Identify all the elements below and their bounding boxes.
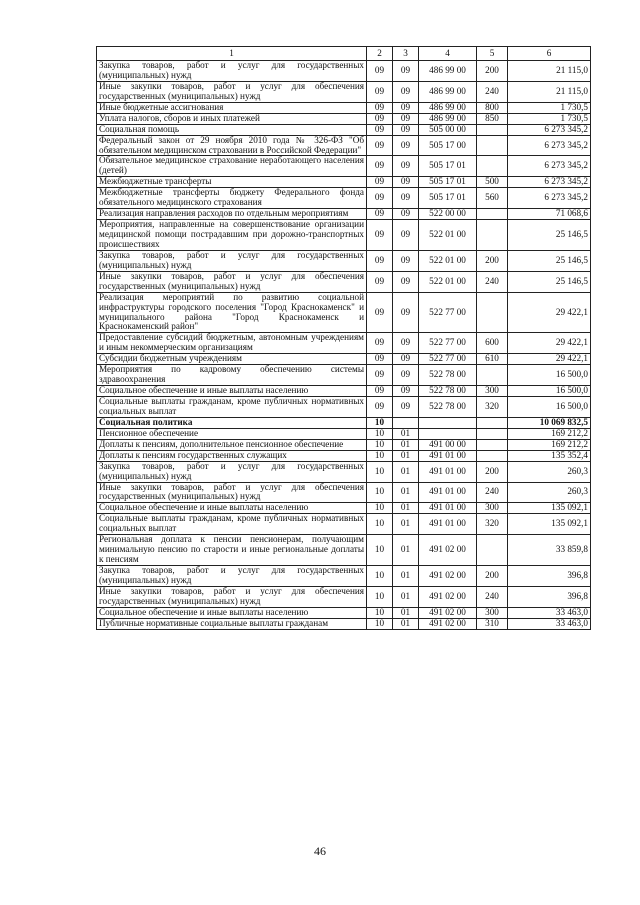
- header-cell-target-article: 4: [419, 47, 477, 61]
- row-section-cell: 09: [367, 113, 393, 124]
- row-amount-cell: 21 115,0: [508, 61, 591, 82]
- row-target-article-cell: 505 00 00: [419, 124, 477, 135]
- row-section-cell: 09: [367, 354, 393, 365]
- row-amount-cell: 1 730,5: [508, 102, 591, 113]
- row-expense-type-cell: 240: [477, 482, 508, 503]
- row-subsection-cell: 09: [393, 102, 419, 113]
- row-name-cell: Социальное обеспечение и иные выплаты населению: [97, 386, 367, 397]
- row-target-article-cell: 522 78 00: [419, 386, 477, 397]
- row-name-cell: Иные закупки товаров, работ и услуг для обеспечения государственных (муниципальных) нужд: [97, 482, 367, 503]
- row-name-cell: Закупка товаров, работ и услуг для государственных (муниципальных) нужд: [97, 250, 367, 271]
- row-name-cell: Региональная доплата к пенсии пенсионерам, получающим минимальную пенсию по старости и иные региональные доплаты к пенсиям: [97, 535, 367, 566]
- row-target-article-cell: 522 01 00: [419, 271, 477, 292]
- table-row: [97, 450, 591, 461]
- row-expense-type-cell: 240: [477, 81, 508, 102]
- table-row: [97, 514, 591, 535]
- table-row: [97, 428, 591, 439]
- row-target-article-cell: 491 02 00: [419, 618, 477, 629]
- row-expense-type-cell: [477, 417, 508, 428]
- row-section-cell: 09: [367, 397, 393, 418]
- row-subsection-cell: 09: [393, 188, 419, 209]
- row-subsection-cell: 01: [393, 618, 419, 629]
- row-expense-type-cell: 800: [477, 102, 508, 113]
- row-section-cell: 10: [367, 607, 393, 618]
- row-amount-cell: 21 115,0: [508, 81, 591, 102]
- table-row: [97, 482, 591, 503]
- row-subsection-cell: 01: [393, 439, 419, 450]
- row-expense-type-cell: 850: [477, 113, 508, 124]
- row-subsection-cell: 01: [393, 586, 419, 607]
- row-section-cell: 09: [367, 81, 393, 102]
- table-row: [97, 124, 591, 135]
- row-name-cell: Социальное обеспечение и иные выплаты населению: [97, 503, 367, 514]
- table-row: [97, 220, 591, 251]
- row-name-cell: Закупка товаров, работ и услуг для государственных (муниципальных) нужд: [97, 61, 367, 82]
- row-name-cell: Социальные выплаты гражданам, кроме публичных нормативных социальных выплат: [97, 514, 367, 535]
- table-row: [97, 271, 591, 292]
- row-target-article-cell: [419, 428, 477, 439]
- row-name-cell: Межбюджетные трансферты бюджету Федерального фонда обязательного медицинского страхования: [97, 188, 367, 209]
- table-header: [97, 47, 591, 61]
- row-amount-cell: 25 146,5: [508, 250, 591, 271]
- row-target-article-cell: 491 00 00: [419, 439, 477, 450]
- row-subsection-cell: 09: [393, 271, 419, 292]
- row-section-cell: 09: [367, 102, 393, 113]
- row-section-cell: 09: [367, 220, 393, 251]
- row-subsection-cell: 09: [393, 124, 419, 135]
- row-section-cell: 09: [367, 333, 393, 354]
- row-expense-type-cell: 200: [477, 250, 508, 271]
- row-expense-type-cell: 320: [477, 514, 508, 535]
- table-row: [97, 461, 591, 482]
- row-section-cell: 10: [367, 618, 393, 629]
- row-target-article-cell: 491 01 00: [419, 482, 477, 503]
- row-section-cell: 10: [367, 417, 393, 428]
- row-amount-cell: 29 422,1: [508, 333, 591, 354]
- row-subsection-cell: 09: [393, 397, 419, 418]
- row-section-cell: 10: [367, 586, 393, 607]
- row-section-cell: 09: [367, 124, 393, 135]
- header-cell-section: 2: [367, 47, 393, 61]
- row-expense-type-cell: 200: [477, 61, 508, 82]
- row-amount-cell: 169 212,2: [508, 439, 591, 450]
- row-expense-type-cell: 300: [477, 386, 508, 397]
- row-section-cell: 09: [367, 177, 393, 188]
- row-target-article-cell: 522 77 00: [419, 292, 477, 333]
- row-amount-cell: 29 422,1: [508, 292, 591, 333]
- row-section-cell: 10: [367, 450, 393, 461]
- row-expense-type-cell: 310: [477, 618, 508, 629]
- row-name-cell: Социальная политика: [97, 417, 367, 428]
- row-name-cell: Доплаты к пенсиям государственных служащих: [97, 450, 367, 461]
- row-amount-cell: 25 146,5: [508, 220, 591, 251]
- row-expense-type-cell: [477, 292, 508, 333]
- row-target-article-cell: 491 01 00: [419, 514, 477, 535]
- row-section-cell: 09: [367, 250, 393, 271]
- row-target-article-cell: 491 01 00: [419, 503, 477, 514]
- row-amount-cell: 16 500,0: [508, 365, 591, 386]
- row-target-article-cell: 491 01 00: [419, 450, 477, 461]
- row-target-article-cell: 491 01 00: [419, 461, 477, 482]
- row-section-cell: 09: [367, 188, 393, 209]
- row-amount-cell: 169 212,2: [508, 428, 591, 439]
- row-amount-cell: 6 273 345,2: [508, 156, 591, 177]
- row-target-article-cell: 522 78 00: [419, 365, 477, 386]
- table-row: [97, 188, 591, 209]
- row-subsection-cell: 09: [393, 333, 419, 354]
- row-expense-type-cell: 300: [477, 503, 508, 514]
- row-subsection-cell: 09: [393, 250, 419, 271]
- budget-table: [96, 46, 591, 630]
- row-name-cell: Социальное обеспечение и иные выплаты населению: [97, 607, 367, 618]
- row-amount-cell: 33 463,0: [508, 607, 591, 618]
- row-section-cell: 09: [367, 156, 393, 177]
- row-section-cell: 09: [367, 386, 393, 397]
- row-expense-type-cell: 240: [477, 271, 508, 292]
- table-row: [97, 386, 591, 397]
- row-amount-cell: 6 273 345,2: [508, 188, 591, 209]
- table-row: [97, 250, 591, 271]
- row-expense-type-cell: [477, 535, 508, 566]
- row-section-cell: 09: [367, 135, 393, 156]
- row-amount-cell: 6 273 345,2: [508, 124, 591, 135]
- row-target-article-cell: 491 02 00: [419, 586, 477, 607]
- row-target-article-cell: 486 99 00: [419, 61, 477, 82]
- row-subsection-cell: 09: [393, 113, 419, 124]
- row-expense-type-cell: [477, 365, 508, 386]
- row-target-article-cell: 522 01 00: [419, 220, 477, 251]
- row-name-cell: Доплаты к пенсиям, дополнительное пенсионное обеспечение: [97, 439, 367, 450]
- row-name-cell: Предоставление субсидий бюджетным, автономным учреждениям и иным некоммерческим организациям: [97, 333, 367, 354]
- table-row: [97, 333, 591, 354]
- row-name-cell: Иные закупки товаров, работ и услуг для обеспечения государственных (муниципальных) нужд: [97, 81, 367, 102]
- row-section-cell: 09: [367, 209, 393, 220]
- row-name-cell: Иные закупки товаров, работ и услуг для обеспечения государственных (муниципальных) нужд: [97, 271, 367, 292]
- row-name-cell: Федеральный закон от 29 ноября 2010 года № 326-ФЗ "Об обязательном медицинском страховании в Российской Федерации": [97, 135, 367, 156]
- row-amount-cell: 135 352,4: [508, 450, 591, 461]
- table-row: [97, 61, 591, 82]
- table-row: [97, 102, 591, 113]
- row-amount-cell: 135 092,1: [508, 514, 591, 535]
- row-subsection-cell: 01: [393, 461, 419, 482]
- row-expense-type-cell: [477, 428, 508, 439]
- row-target-article-cell: 491 02 00: [419, 566, 477, 587]
- row-target-article-cell: 522 01 00: [419, 250, 477, 271]
- table-row: [97, 365, 591, 386]
- row-target-article-cell: 505 17 00: [419, 135, 477, 156]
- header-cell-subsection: 3: [393, 47, 419, 61]
- row-subsection-cell: 09: [393, 156, 419, 177]
- row-name-cell: Публичные нормативные социальные выплаты гражданам: [97, 618, 367, 629]
- row-amount-cell: 6 273 345,2: [508, 177, 591, 188]
- row-expense-type-cell: [477, 135, 508, 156]
- table-row: [97, 566, 591, 587]
- row-subsection-cell: 01: [393, 607, 419, 618]
- row-section-cell: 09: [367, 61, 393, 82]
- row-section-cell: 10: [367, 503, 393, 514]
- table-row: [97, 535, 591, 566]
- row-name-cell: Социальные выплаты гражданам, кроме публичных нормативных социальных выплат: [97, 397, 367, 418]
- table-row: [97, 177, 591, 188]
- row-section-cell: 10: [367, 428, 393, 439]
- row-subsection-cell: [393, 417, 419, 428]
- table-row: [97, 586, 591, 607]
- row-target-article-cell: 522 77 00: [419, 333, 477, 354]
- row-section-cell: 09: [367, 292, 393, 333]
- row-target-article-cell: 522 77 00: [419, 354, 477, 365]
- row-subsection-cell: 01: [393, 535, 419, 566]
- header-cell-amount: 6: [508, 47, 591, 61]
- row-subsection-cell: 09: [393, 209, 419, 220]
- row-expense-type-cell: [477, 156, 508, 177]
- row-name-cell: Закупка товаров, работ и услуг для государственных (муниципальных) нужд: [97, 566, 367, 587]
- row-target-article-cell: 491 02 00: [419, 607, 477, 618]
- row-target-article-cell: 505 17 01: [419, 188, 477, 209]
- row-amount-cell: 6 273 345,2: [508, 135, 591, 156]
- row-target-article-cell: 522 78 00: [419, 397, 477, 418]
- table-row: [97, 81, 591, 102]
- row-subsection-cell: 01: [393, 514, 419, 535]
- row-amount-cell: 396,8: [508, 566, 591, 587]
- row-subsection-cell: 09: [393, 354, 419, 365]
- row-section-cell: 10: [367, 482, 393, 503]
- row-name-cell: Субсидии бюджетным учреждениям: [97, 354, 367, 365]
- row-section-cell: 09: [367, 365, 393, 386]
- page-number: 46: [314, 844, 326, 858]
- row-subsection-cell: 09: [393, 365, 419, 386]
- row-name-cell: Реализация направления расходов по отдельным мероприятиям: [97, 209, 367, 220]
- row-amount-cell: 260,3: [508, 461, 591, 482]
- table-row: [97, 156, 591, 177]
- row-expense-type-cell: 320: [477, 397, 508, 418]
- row-expense-type-cell: 610: [477, 354, 508, 365]
- row-subsection-cell: 09: [393, 135, 419, 156]
- row-subsection-cell: 01: [393, 450, 419, 461]
- row-amount-cell: 71 068,6: [508, 209, 591, 220]
- row-name-cell: Закупка товаров, работ и услуг для государственных (муниципальных) нужд: [97, 461, 367, 482]
- row-amount-cell: 135 092,1: [508, 503, 591, 514]
- table-body: [97, 61, 591, 630]
- row-name-cell: Межбюджетные трансферты: [97, 177, 367, 188]
- row-name-cell: Пенсионное обеспечение: [97, 428, 367, 439]
- row-target-article-cell: 491 02 00: [419, 535, 477, 566]
- row-amount-cell: 260,3: [508, 482, 591, 503]
- row-subsection-cell: 01: [393, 566, 419, 587]
- row-subsection-cell: 01: [393, 428, 419, 439]
- row-target-article-cell: 486 99 00: [419, 102, 477, 113]
- row-amount-cell: 16 500,0: [508, 397, 591, 418]
- row-subsection-cell: 09: [393, 292, 419, 333]
- table-row: [97, 417, 591, 428]
- row-subsection-cell: 01: [393, 503, 419, 514]
- row-expense-type-cell: 200: [477, 566, 508, 587]
- row-section-cell: 10: [367, 535, 393, 566]
- row-amount-cell: 33 859,8: [508, 535, 591, 566]
- row-name-cell: Социальная помощь: [97, 124, 367, 135]
- row-amount-cell: 25 146,5: [508, 271, 591, 292]
- row-subsection-cell: 09: [393, 81, 419, 102]
- row-name-cell: Мероприятия, направленные на совершенствование организации медицинской помощи пострадавшим при дорожно-транспортных происшествиях: [97, 220, 367, 251]
- table-row: [97, 397, 591, 418]
- row-amount-cell: 16 500,0: [508, 386, 591, 397]
- row-target-article-cell: 522 00 00: [419, 209, 477, 220]
- row-expense-type-cell: 240: [477, 586, 508, 607]
- row-section-cell: 09: [367, 271, 393, 292]
- table-row: [97, 209, 591, 220]
- row-amount-cell: 10 069 832,5: [508, 417, 591, 428]
- row-target-article-cell: [419, 417, 477, 428]
- row-expense-type-cell: 560: [477, 188, 508, 209]
- row-section-cell: 10: [367, 461, 393, 482]
- row-target-article-cell: 486 99 00: [419, 113, 477, 124]
- row-subsection-cell: 09: [393, 61, 419, 82]
- row-section-cell: 10: [367, 514, 393, 535]
- row-expense-type-cell: [477, 124, 508, 135]
- row-name-cell: Иные бюджетные ассигнования: [97, 102, 367, 113]
- row-subsection-cell: 09: [393, 386, 419, 397]
- row-section-cell: 10: [367, 439, 393, 450]
- row-expense-type-cell: [477, 220, 508, 251]
- row-target-article-cell: 505 17 01: [419, 177, 477, 188]
- table-row: [97, 135, 591, 156]
- row-expense-type-cell: [477, 439, 508, 450]
- table-row: [97, 354, 591, 365]
- table-row: [97, 292, 591, 333]
- table-row: [97, 439, 591, 450]
- row-amount-cell: 29 422,1: [508, 354, 591, 365]
- row-section-cell: 10: [367, 566, 393, 587]
- row-subsection-cell: 09: [393, 177, 419, 188]
- row-expense-type-cell: [477, 209, 508, 220]
- row-expense-type-cell: 500: [477, 177, 508, 188]
- row-expense-type-cell: 200: [477, 461, 508, 482]
- table-row: [97, 503, 591, 514]
- table-row: [97, 113, 591, 124]
- row-amount-cell: 396,8: [508, 586, 591, 607]
- table-row: [97, 618, 591, 629]
- row-subsection-cell: 09: [393, 220, 419, 251]
- table-row: [97, 607, 591, 618]
- row-name-cell: Уплата налогов, сборов и иных платежей: [97, 113, 367, 124]
- row-amount-cell: 33 463,0: [508, 618, 591, 629]
- row-expense-type-cell: 600: [477, 333, 508, 354]
- row-name-cell: Мероприятия по кадровому обеспечению системы здравоохранения: [97, 365, 367, 386]
- row-name-cell: Реализация мероприятий по развитию социальной инфраструктуры городского поселения "Город Краснокаменск" и муниципального района "Город Краснокаменск и Краснокаменский район": [97, 292, 367, 333]
- row-name-cell: Иные закупки товаров, работ и услуг для обеспечения государственных (муниципальных) нужд: [97, 586, 367, 607]
- row-amount-cell: 1 730,5: [508, 113, 591, 124]
- row-target-article-cell: 486 99 00: [419, 81, 477, 102]
- header-cell-name: 1: [97, 47, 367, 61]
- row-name-cell: Обязательное медицинское страхование неработающего населения (детей): [97, 156, 367, 177]
- row-expense-type-cell: 300: [477, 607, 508, 618]
- row-target-article-cell: 505 17 01: [419, 156, 477, 177]
- row-subsection-cell: 01: [393, 482, 419, 503]
- header-cell-expense-type: 5: [477, 47, 508, 61]
- row-expense-type-cell: [477, 450, 508, 461]
